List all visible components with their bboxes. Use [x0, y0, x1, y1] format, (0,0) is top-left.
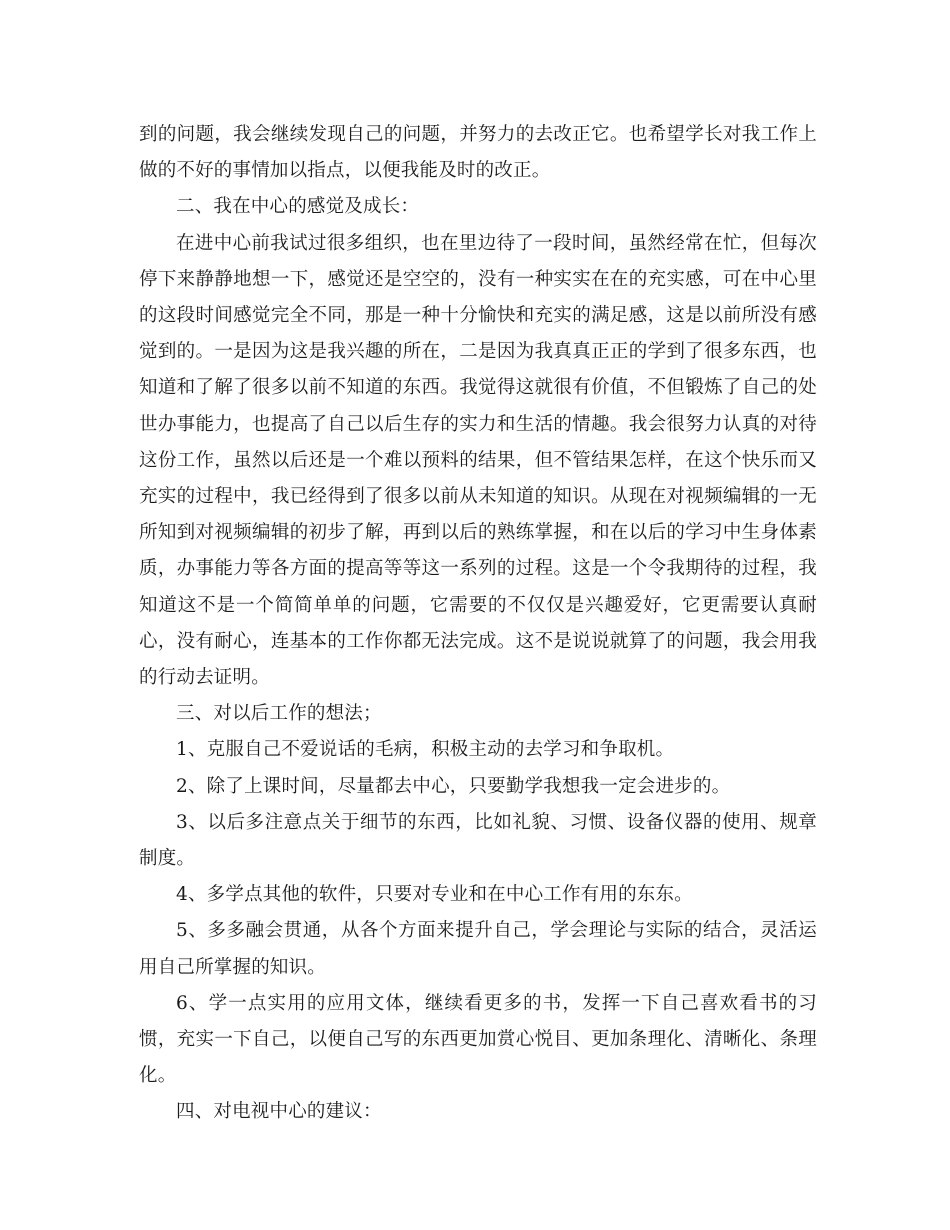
paragraph-continuation: 到的问题，我会继续发现自己的问题，并努力的去改正它。也希望学长对我工作上做的不好的事情加以指点，以便我能及时的改正。 [139, 124, 817, 182]
list-item-2: 2、除了上课时间，尽量都去中心，只要勤学我想我一定会进步的。 [176, 775, 731, 797]
section-heading-future-work: 三、对以后工作的想法； [176, 703, 382, 725]
list-item-1: 1、克服自己不爱说话的毛病，积极主动的去学习和争取机。 [176, 739, 675, 761]
section-heading-growth: 二、我在中心的感觉及成长： [176, 196, 420, 218]
list-item-3: 3、以后多注意点关于细节的东西，比如礼貌、习惯、设备仪器的使用、规章制度。 [139, 811, 817, 870]
list-item-5: 5、多多融会贯通，从各个方面来提升自己，学会理论与实际的结合，灵活运用自己所掌握的知识。 [139, 920, 817, 978]
section-heading-suggestions: 四、对电视中心的建议： [176, 1101, 382, 1123]
document-body [139, 117, 817, 1131]
list-item-4: 4、多学点其他的软件，只要对专业和在中心工作有用的东东。 [176, 884, 693, 906]
list-item-6: 6、学一点实用的应用文体，继续看更多的书，发挥一下自己喜欢看书的习惯，充实一下自己，以便自己写的东西更加赏心悦目、更加条理化、清晰化、条理化。 [139, 992, 817, 1087]
paragraph-growth: 在进中心前我试过很多组织，也在里边待了一段时间，虽然经常在忙，但每次停下来静静地想一下，感觉还是空空的，没有一种实实在在的充实感，可在中心里的这段时间感觉完全不同，那是一种十分愉快和充实的满足感，这是以前所没有感觉到的。一是因为这是我兴趣的所在，二是因为我真真正正的学到了很多东西，也知道和了解了很多以前不知道的东西。我觉得这就很有价值，不但锻炼了自己的处世办事能力，也提高了自己以后生存的实力和生活的情趣。我会很努力认真的对待这份工作，虽然以后还是一个难以预料的结果，但不管结果怎样，在这个快乐而又充实的过程中，我已经得到了很多以前从未知道的知识。从现在对视频编辑的一无所知到对视频编辑的初步了解，再到以后的熟练掌握，和在以后的学习中生身体素质，办事能力等各方面的提高等等这一系列的过程。这是一个令我期待的过程，我知道这不是一个简简单单的问题，它需要的不仅仅是兴趣爱好，它更需要认真耐心，没有耐心，连基本的工作你都无法完成。这不是说说就算了的问题，我会用我的行动去证明。 [139, 232, 817, 689]
